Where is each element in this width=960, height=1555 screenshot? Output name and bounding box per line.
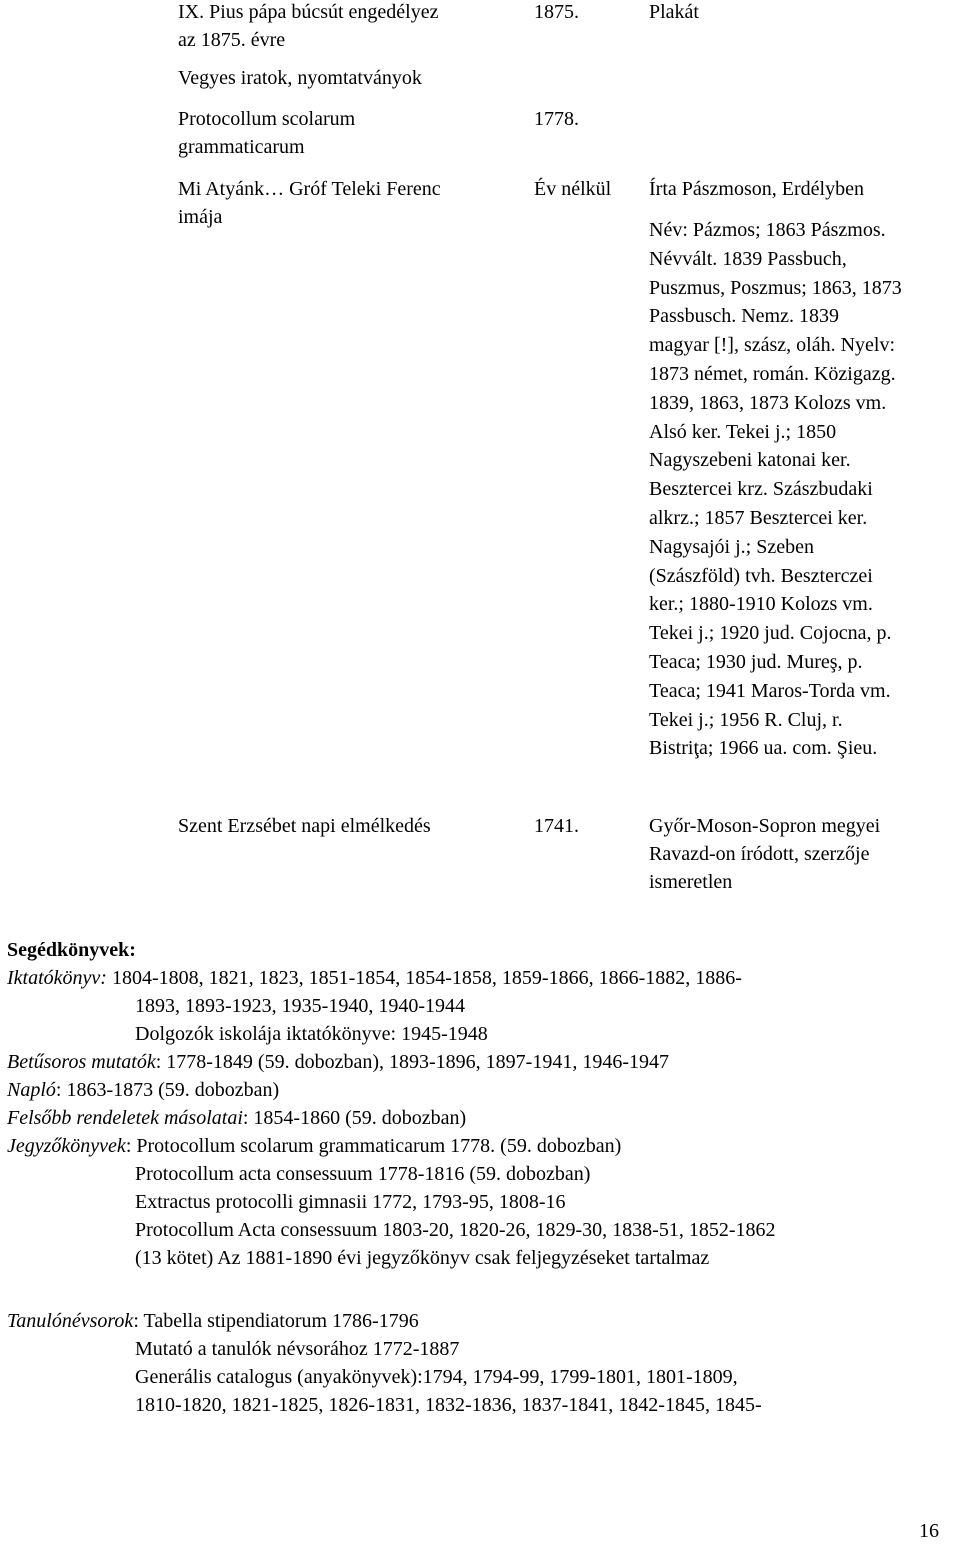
row-1-title-line-1: IX. Pius pápa búcsút engedélyez xyxy=(178,1,439,23)
page-number: 16 xyxy=(919,1520,939,1542)
row-5-desc-line-3: ismeretlen xyxy=(649,871,733,893)
jegyzo-line-3: Extractus protocolli gimnasii 1772, 1793-95, 1808-16 xyxy=(135,1191,566,1213)
place-note-line: Tekei j.; 1920 jud. Cojocna, p. xyxy=(649,622,892,645)
jegyzo-label: Jegyzőkönyvek xyxy=(7,1135,126,1157)
row-3-year: 1778. xyxy=(534,108,579,130)
row-1-desc: Plakát xyxy=(649,1,699,23)
students-section xyxy=(7,1307,947,1419)
place-note-line: Alsó ker. Tekei j.; 1850 xyxy=(649,420,837,443)
row-4-title xyxy=(178,175,441,231)
felsobb-line xyxy=(7,1104,947,1132)
tanulo-line-2: Mutató a tanulók névsorához 1772-1887 xyxy=(135,1338,460,1360)
betu-line xyxy=(7,1048,947,1076)
place-note-line: (Szászföld) tvh. Beszterczei xyxy=(649,564,873,587)
place-note-line: alkrz.; 1857 Besztercei ker. xyxy=(649,506,868,529)
row-4-title-line-1: Mi Atyánk… Gróf Teleki Ferenc xyxy=(178,178,441,200)
place-note-line: Bistriţa; 1966 ua. com. Şieu. xyxy=(649,737,878,760)
row-1-title xyxy=(178,0,438,54)
place-note-line: magyar [!], szász, oláh. Nyelv: xyxy=(649,334,896,357)
place-note-line: ker.; 1880-1910 Kolozs vm. xyxy=(649,593,873,616)
row-1-title-line-2: az 1875. évre xyxy=(178,29,286,51)
naplo-line xyxy=(7,1076,947,1104)
row-3-title-line-1: Protocollum scolarum xyxy=(178,108,356,130)
row-4-desc: Írta Pászmoson, Erdélyben xyxy=(649,178,864,200)
place-note-line: 1839, 1863, 1873 Kolozs vm. xyxy=(649,391,887,414)
place-note-line: Teaca; 1941 Maros-Torda vm. xyxy=(649,679,891,702)
row-5-desc-line-2: Ravazd-on íródott, szerzője xyxy=(649,843,870,865)
jegyzo-line-1 xyxy=(7,1132,947,1160)
row-2-title: Vegyes iratok, nyomtatványok xyxy=(178,67,422,89)
iktato-colon: : xyxy=(100,967,107,989)
tanulo-line-1 xyxy=(7,1307,947,1335)
place-note-line: Nagysajói j.; Szeben xyxy=(649,535,814,558)
tanulo-label: Tanulónévsorok xyxy=(7,1310,134,1332)
place-note-line: Besztercei krz. Szászbudaki xyxy=(649,478,873,501)
betu-label: Betűsoros mutatók xyxy=(7,1051,156,1073)
row-3-title xyxy=(178,105,355,161)
place-note-line: Teaca; 1930 jud. Mureş, p. xyxy=(649,650,863,673)
jegyzo-line-5: (13 kötet) Az 1881-1890 évi jegyzőkönyv csak feljegyzéseket tartalmaz xyxy=(135,1247,710,1269)
jegyzo-text: : Protocollum scolarum grammaticarum 1778. (59. dobozban) xyxy=(125,1135,622,1157)
iktato-line-2: 1893, 1893-1923, 1935-1940, 1940-1944 xyxy=(135,995,465,1017)
place-note-line: Tekei j.; 1956 R. Cluj, r. xyxy=(649,708,843,731)
felsobb-text: : 1854-1860 (59. dobozban) xyxy=(242,1107,467,1129)
aids-heading: Segédkönyvek: xyxy=(7,939,136,961)
iktato-line-1 xyxy=(7,964,947,992)
iktato-line-3: Dolgozók iskolája iktatókönyve: 1945-1948 xyxy=(135,1023,488,1045)
row-5-desc-line-1: Győr-Moson-Sopron megyei xyxy=(649,815,881,837)
naplo-text: : 1863-1873 (59. dobozban) xyxy=(55,1079,280,1101)
row-4-year: Év nélkül xyxy=(534,178,612,200)
place-note xyxy=(649,216,902,763)
place-note-line: Névvált. 1839 Passbuch, xyxy=(649,247,847,270)
jegyzo-line-2: Protocollum acta consessuum 1778-1816 (59. dobozban) xyxy=(135,1163,591,1185)
tanulo-line-4: 1810-1820, 1821-1825, 1826-1831, 1832-1836, 1837-1841, 1842-1845, 1845- xyxy=(135,1394,762,1416)
row-5-desc xyxy=(649,812,880,896)
place-note-line: 1873 német, román. Közigazg. xyxy=(649,362,896,385)
betu-text: : 1778-1849 (59. dobozban), 1893-1896, 1897-1941, 1946-1947 xyxy=(155,1051,669,1073)
tanulo-text: : Tabella stipendiatorum 1786-1796 xyxy=(133,1310,419,1332)
place-note-line: Passbusch. Nemz. 1839 xyxy=(649,305,839,328)
row-4-title-line-2: imája xyxy=(178,206,223,228)
naplo-label: Napló xyxy=(7,1079,56,1101)
iktato-label: Iktatókönyv xyxy=(7,967,101,989)
iktato-text: 1804-1808, 1821, 1823, 1851-1854, 1854-1858, 1859-1866, 1866-1882, 1886- xyxy=(106,967,742,989)
row-3-title-line-2: grammaticarum xyxy=(178,136,305,158)
felsobb-label: Felsőbb rendeletek másolatai xyxy=(7,1107,243,1129)
place-note-line: Név: Pázmos; 1863 Pászmos. xyxy=(649,219,886,241)
place-note-line: Nagyszebeni katonai ker. xyxy=(649,449,851,472)
row-5-year: 1741. xyxy=(534,815,579,837)
aids-section xyxy=(7,936,947,1272)
tanulo-line-3: Generális catalogus (anyakönyvek):1794, 1794-99, 1799-1801, 1801-1809, xyxy=(135,1366,738,1388)
row-5-title: Szent Erzsébet napi elmélkedés xyxy=(178,815,431,837)
row-1-year: 1875. xyxy=(534,1,579,23)
jegyzo-line-4: Protocollum Acta consessuum 1803-20, 1820-26, 1829-30, 1838-51, 1852-1862 xyxy=(135,1219,776,1241)
place-note-line: Puszmus, Poszmus; 1863, 1873 xyxy=(649,276,902,299)
